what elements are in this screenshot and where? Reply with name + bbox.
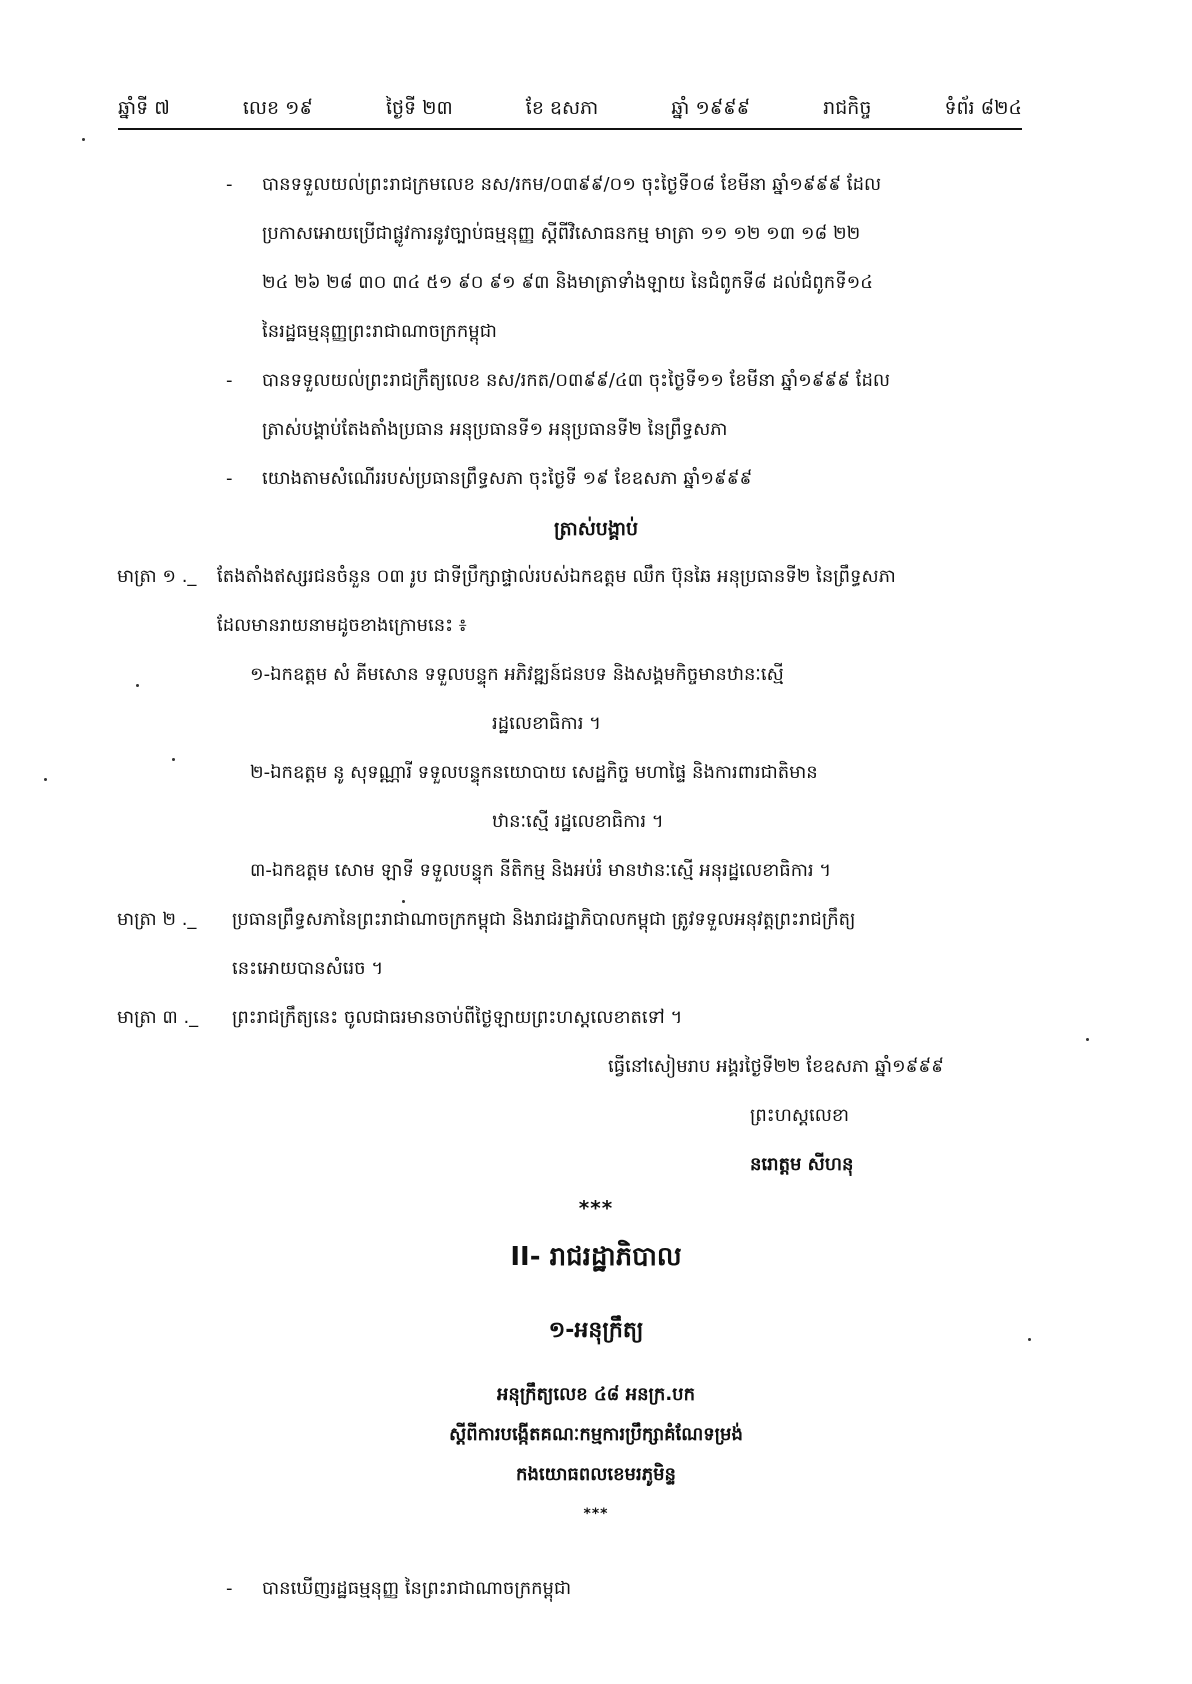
preamble-bullet: - xyxy=(226,370,233,391)
article-3-text: ព្រះរាជក្រឹត្យនេះ ចូលជាធរមានចាប់ពីថ្ងៃឡាយព្រះហស្តលេខាតទៅ ។ xyxy=(232,1007,683,1028)
advisor-item: ១-ឯកឧត្តម សំ គីមសោន ទទួលបន្ទុក អភិវឌ្ឍន៍ជនបទ និងសង្គមកិច្ចមានឋានៈស្មើ xyxy=(250,664,784,685)
preamble-bullet: - xyxy=(226,174,233,195)
advisor-item: ៣-ឯកឧត្តម សោម ឡាទី ទទួលបន្ទុក នីតិកម្ម និងអប់រំ មានឋានៈស្មើ អនុរដ្ឋលេខាធិការ ។ xyxy=(250,860,832,881)
preamble-bullet: - xyxy=(226,468,233,489)
section-title: II- រាជរដ្ឋាភិបាល xyxy=(510,1242,682,1272)
advisor-item-continuation: រដ្ឋលេខាធិការ ។ xyxy=(492,713,601,734)
section-separator: *** xyxy=(578,1196,614,1220)
article-1-label: មាត្រា ១ ._ xyxy=(117,566,197,587)
section-separator-small: *** xyxy=(583,1506,609,1522)
header-month: ខែ ឧសភា xyxy=(525,97,599,119)
place-and-date: ធ្វើនៅសៀមរាប អង្គរថ្ងៃទី២២ ខែឧសភា ឆ្នាំ១៩៩៩ xyxy=(608,1056,944,1077)
sub-decree-number: អនុក្រឹត្យលេខ ៤៨ អនក្រ.បក xyxy=(496,1384,696,1405)
article-1-text: តែងតាំងឥស្សរជនចំនួន ០៣ រូប ជាទីប្រឹក្សាផ្ទាល់របស់ឯកឧត្តម ឈឹក ប៊ុនឆៃ អនុប្រធានទី២ នៃព្រឹទ្ធសភា xyxy=(217,566,896,587)
running-header xyxy=(118,96,1022,130)
article-3-label: មាត្រា ៣ ._ xyxy=(117,1007,199,1028)
subsection-title: ១-អនុក្រឹត្យ xyxy=(548,1318,644,1343)
sub-decree-subject: ស្តីពីការបង្កើតគណៈកម្មការប្រឹក្សាគំណែទម្រង់ xyxy=(449,1424,743,1445)
scan-speck xyxy=(402,900,405,903)
preamble-bullet: - xyxy=(226,1578,233,1599)
scan-speck xyxy=(1086,1038,1089,1041)
header-gazette-label: រាជកិច្ច xyxy=(823,97,872,119)
preamble-line: នៃរដ្ឋធម្មនុញ្ញព្រះរាជាណាចក្រកម្ពុជា xyxy=(262,321,497,342)
decree-label: ត្រាស់បង្គាប់ xyxy=(553,518,639,540)
article-1-text: ដែលមានរាយនាមដូចខាងក្រោមនេះ ៖ xyxy=(217,615,467,636)
preamble-line: ត្រាស់បង្គាប់តែងតាំងប្រធាន អនុប្រធានទី១ អនុប្រធានទី២ នៃព្រឹទ្ធសភា xyxy=(262,419,728,440)
preamble-line: បានទទួលយល់ព្រះរាជក្រមលេខ នស/រកម/០៣៩៩/០១ ចុះថ្ងៃទី០៨ ខែមីនា ឆ្នាំ១៩៩៩ ដែល xyxy=(262,174,882,195)
scan-speck xyxy=(82,138,85,141)
article-2-label: មាត្រា ២ ._ xyxy=(117,909,197,930)
header-year-volume: ឆ្នាំទី ៧ xyxy=(118,97,170,119)
scan-speck xyxy=(172,758,175,761)
header-issue-number: លេខ ១៩ xyxy=(242,97,313,119)
sub-decree-subject: កងយោធពលខេមរភូមិន្ទ xyxy=(516,1464,676,1485)
article-2-text: នេះអោយបានសំរេច ។ xyxy=(232,958,384,979)
preamble-line: បានឃើញរដ្ឋធម្មនុញ្ញ នៃព្រះរាជាណាចក្រកម្ពុជា xyxy=(262,1578,572,1599)
advisor-item: ២-ឯកឧត្តម នូ សុទណ្ណារី ទទួលបន្ទុកនយោបាយ សេដ្ឋកិច្ច មហាផ្ទៃ និងការពារជាតិមាន xyxy=(250,762,818,783)
preamble-line: ប្រកាសអោយប្រើជាផ្លូវការនូវច្បាប់ធម្មនុញ្ញ ស្តីពីវិសោធនកម្ម មាត្រា ១១ ១២ ១៣ ១៨ ២២ xyxy=(262,223,861,244)
header-year: ឆ្នាំ ១៩៩៩ xyxy=(671,97,751,119)
preamble-line: បានទទួលយល់ព្រះរាជក្រឹត្យលេខ នស/រកត/០៣៩៩/៤៣ ចុះថ្ងៃទី១១ ខែមីនា ឆ្នាំ១៩៩៩ ដែល xyxy=(262,370,891,391)
advisor-item-continuation: ឋានៈស្មើ រដ្ឋលេខាធិការ ។ xyxy=(492,811,664,832)
header-page-number: ទំព័រ ៨២៤ xyxy=(944,97,1022,119)
signatory-name: នរោត្តម សីហនុ xyxy=(750,1154,854,1175)
preamble-line: ២៤ ២៦ ២៨ ៣០ ៣៤ ៥១ ៩០ ៩១ ៩៣ និងមាត្រាទាំងឡាយ នៃជំពូកទី៨ ដល់ជំពូកទី១៤ xyxy=(262,272,874,293)
scan-speck xyxy=(136,684,139,687)
royal-signature-label: ព្រះហស្តលេខា xyxy=(750,1105,849,1126)
article-2-text: ប្រធានព្រឹទ្ធសភានៃព្រះរាជាណាចក្រកម្ពុជា និងរាជរដ្ឋាភិបាលកម្ពុជា ត្រូវទទួលអនុវត្តព្រះរាជក្រឹត្យ xyxy=(232,909,856,930)
preamble-line: យោងតាមសំណើររបស់ប្រធានព្រឹទ្ធសភា ចុះថ្ងៃទី ១៩ ខែឧសភា ឆ្នាំ១៩៩៩ xyxy=(262,468,753,489)
header-day: ថ្ងៃទី ២៣ xyxy=(385,97,453,119)
scan-speck xyxy=(44,778,47,781)
scan-speck xyxy=(1028,1338,1031,1341)
